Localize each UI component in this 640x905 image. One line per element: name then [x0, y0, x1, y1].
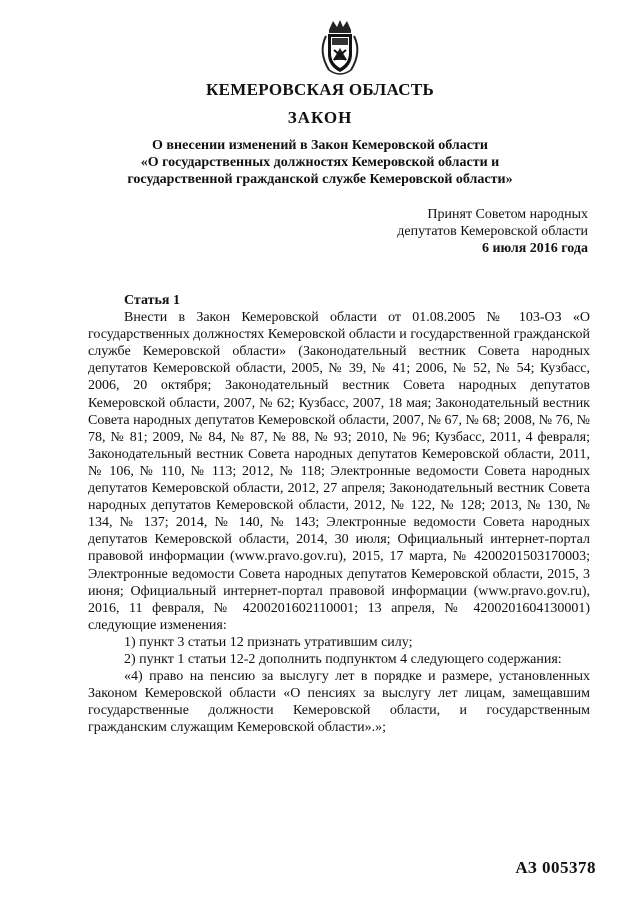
article-item-2-text: «4) право на пенсию за выслугу лет в порядке и размере, установленных Законом Кемеровской области «О пенсиях за выслугу лет лицам, замещавшим государственные должности Кемеровской области, и государственным гражданским служащим Кемеровской области».»; — [88, 669, 590, 736]
region-heading: КЕМЕРОВСКАЯ ОБЛАСТЬ — [206, 80, 434, 99]
article-heading: Статья 1 — [124, 293, 180, 308]
article-item-2: 2) пункт 1 статьи 12-2 дополнить подпунктом 4 следующего содержания: — [124, 651, 562, 667]
adoption-block — [397, 206, 588, 257]
adoption-line: депутатов Кемеровской области — [397, 224, 588, 239]
law-title-line: «О государственных должностях Кемеровской области и — [140, 155, 500, 170]
coat-of-arms-emblem — [315, 18, 365, 78]
article-item-1: 1) пункт 3 статьи 12 признать утратившим силу; — [124, 634, 413, 650]
serial-number: АЗ 005378 — [515, 858, 596, 877]
adoption-line: Принят Советом народных — [427, 207, 588, 222]
adoption-date: 6 июля 2016 года — [481, 241, 588, 256]
document-type: ЗАКОН — [287, 108, 353, 127]
law-title-line: государственной гражданской службе Кемеровской области» — [127, 172, 513, 187]
law-title-line: О внесении изменений в Закон Кемеровской области — [152, 138, 488, 153]
article-intro-paragraph: Внести в Закон Кемеровской области от 01.08.2005 № 103-ОЗ «О государственных должностях Кемеровской области и государственной гражданской службе Кемеровской области» (Законодательный вестник Совета народных депутатов Кемеровской области, 2005, № 39, № 41; 2006, № 52, № 54; Кузбасс, 2006, 20 октября; Законодательный вестник Совета народных депутатов Кемеровской области, 2007, № 62; Кузбасс, 2007, 18 мая; Законодательный вестник Совета народных депутатов Кемеровской области, 2007, № 67, № 68; 2008, № 76, № 78, № 81; 2009, № 84, № 87, № 88, № 93; 2010, № 96; Кузбасс, 2011, 4 февраля; Законодательный вестник Совета народных депутатов Кемеровской области, 2011, № 106, № 110, № 113; 2012, № 118; Электронные ведомости Совета народных депутатов Кемеровской области, 2012, 27 апреля; Законодательный вестник Совета народных депутатов Кемеровской области, 2012, № 122, № 128; 2013, № 130, № 134, № 137; 2014, № 140, № 143; Электронные ведомости Совета народных депутатов Кемеровской области, 2014, 30 июля; Официальный интернет-портал правовой информации (www.pravo.gov.ru), 2015, 17 марта, № 4200201503170003; Электронные ведомости Совета народных депутатов Кемеровской области, 2015, 3 июня; Официальный интернет-портал правовой информации (www.pravo.gov.ru), 2016, 11 февраля, № 4200201602110001; 13 апреля, № 4200201604130001) следующие изменения: — [88, 310, 590, 633]
article-1 — [88, 292, 590, 736]
law-title — [90, 137, 550, 188]
